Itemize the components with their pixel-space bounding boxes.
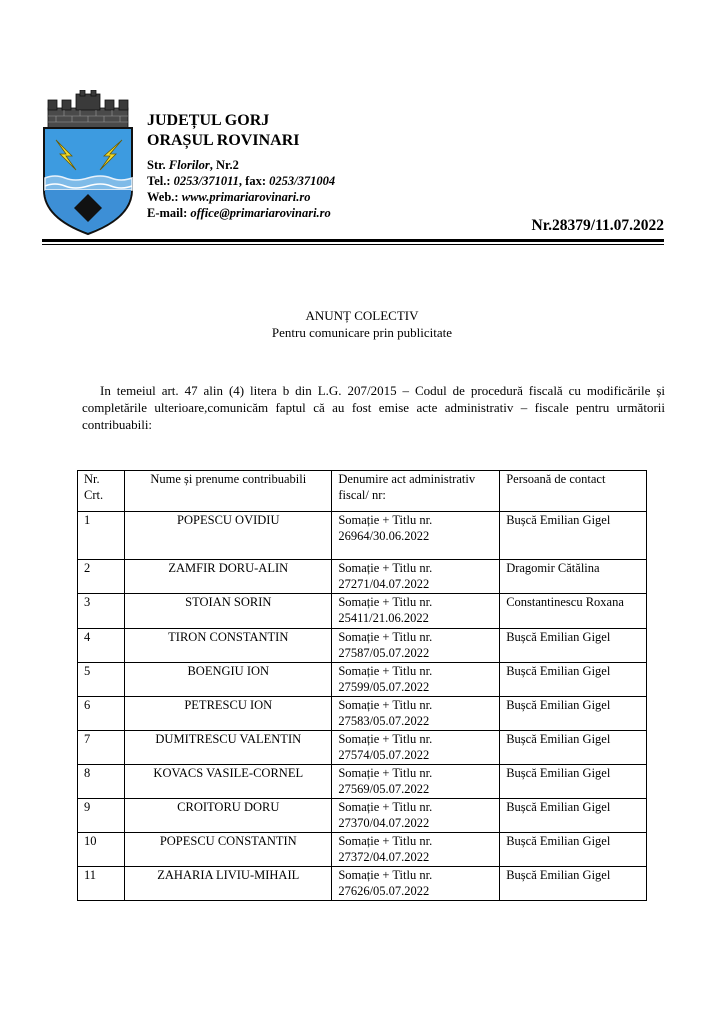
email-link[interactable]: office@primariarovinari.ro: [190, 206, 331, 220]
tel-label: Tel.:: [147, 174, 174, 188]
row-act: Somație + Titlu nr. 27574/05.07.2022: [332, 731, 500, 765]
body-paragraph-text: In temeiul art. 47 alin (4) litera b din L.G. 207/2015 – Codul de procedură fiscală cu modificările și completările ulterioare,comunicăm faptul că au fost emise acte administrativ – fiscale pentru următorii contribuabili:: [82, 383, 665, 432]
row-contact: Constantinescu Roxana: [500, 594, 647, 629]
row-nr: 8: [78, 765, 125, 799]
row-name: ZAHARIA LIVIU-MIHAIL: [125, 867, 332, 901]
header-act: Denumire act administrativ fiscal/ nr:: [332, 471, 500, 512]
row-act: Somație + Titlu nr. 27370/04.07.2022: [332, 799, 500, 833]
header-divider-thick: [42, 239, 664, 242]
row-nr: 3: [78, 594, 125, 629]
body-paragraph: [82, 382, 665, 433]
address-number: , Nr.2: [209, 158, 239, 172]
row-act: Somație + Titlu nr. 27599/05.07.2022: [332, 663, 500, 697]
row-contact: Bușcă Emilian Gigel: [500, 799, 647, 833]
row-nr: 7: [78, 731, 125, 765]
row-nr: 2: [78, 560, 125, 594]
row-nr: 5: [78, 663, 125, 697]
row-contact: Bușcă Emilian Gigel: [500, 629, 647, 663]
row-contact: Bușcă Emilian Gigel: [500, 512, 647, 560]
contributors-table: [77, 470, 647, 901]
address-line: [147, 157, 527, 173]
row-act: Somație + Titlu nr. 27372/04.07.2022: [332, 833, 500, 867]
address-street: Florilor: [168, 158, 210, 172]
table-row: [78, 560, 647, 594]
row-act: Somație + Titlu nr. 27271/04.07.2022: [332, 560, 500, 594]
row-contact: Bușcă Emilian Gigel: [500, 697, 647, 731]
row-name: ZAMFIR DORU-ALIN: [125, 560, 332, 594]
town-name: ORAȘUL ROVINARI: [147, 132, 300, 149]
header-divider-thin: [42, 244, 664, 245]
web-label: Web.:: [147, 190, 182, 204]
table-row: [78, 765, 647, 799]
phone-line: [147, 173, 527, 189]
address-label: Str.: [147, 158, 169, 172]
header-nr: Nr. Crt.: [78, 471, 125, 512]
row-name: CROITORU DORU: [125, 799, 332, 833]
row-nr: 9: [78, 799, 125, 833]
row-name: POPESCU OVIDIU: [125, 512, 332, 560]
row-name: TIRON CONSTANTIN: [125, 629, 332, 663]
table-body: [78, 512, 647, 901]
table-row: [78, 512, 647, 560]
header-contact: Persoană de contact: [500, 471, 647, 512]
row-contact: Bușcă Emilian Gigel: [500, 867, 647, 901]
row-name: STOIAN SORIN: [125, 594, 332, 629]
county-name: JUDEȚUL GORJ: [147, 112, 270, 129]
row-nr: 4: [78, 629, 125, 663]
row-nr: 11: [78, 867, 125, 901]
announcement-title: ANUNȚ COLECTIV: [305, 308, 419, 323]
row-contact: Bușcă Emilian Gigel: [500, 765, 647, 799]
row-name: BOENGIU ION: [125, 663, 332, 697]
table-row: [78, 629, 647, 663]
fax-label: , fax:: [238, 174, 270, 188]
row-act: Somație + Titlu nr. 25411/21.06.2022: [332, 594, 500, 629]
announcement-subtitle: Pentru comunicare prin publicitate: [271, 325, 453, 340]
row-nr: 10: [78, 833, 125, 867]
web-link[interactable]: www.primariarovinari.ro: [181, 190, 311, 204]
row-nr: 1: [78, 512, 125, 560]
row-act: Somație + Titlu nr. 26964/30.06.2022: [332, 512, 500, 560]
row-contact: Bușcă Emilian Gigel: [500, 833, 647, 867]
row-name: PETRESCU ION: [125, 697, 332, 731]
table-row: [78, 799, 647, 833]
web-line: [147, 189, 527, 205]
row-name: POPESCU CONSTANTIN: [125, 833, 332, 867]
email-label: E-mail:: [147, 206, 191, 220]
email-line: [147, 205, 527, 221]
row-contact: Bușcă Emilian Gigel: [500, 663, 647, 697]
row-name: KOVACS VASILE-CORNEL: [125, 765, 332, 799]
letterhead: [147, 111, 527, 221]
row-contact: Bușcă Emilian Gigel: [500, 731, 647, 765]
table-row: [78, 867, 647, 901]
fax-number: 0253/371004: [269, 174, 336, 188]
row-act: Somație + Titlu nr. 27569/05.07.2022: [332, 765, 500, 799]
table-row: [78, 594, 647, 629]
row-act: Somație + Titlu nr. 27583/05.07.2022: [332, 697, 500, 731]
table-row: [78, 833, 647, 867]
header-name: Nume și prenume contribuabili: [125, 471, 332, 512]
document-number: Nr.28379/11.07.2022: [531, 217, 664, 234]
announcement-heading: [0, 307, 724, 341]
row-name: DUMITRESCU VALENTIN: [125, 731, 332, 765]
table-row: [78, 697, 647, 731]
table-header-row: [78, 471, 647, 512]
table-row: [78, 731, 647, 765]
row-act: Somație + Titlu nr. 27626/05.07.2022: [332, 867, 500, 901]
coat-of-arms-icon: [40, 90, 136, 236]
row-contact: Dragomir Cătălina: [500, 560, 647, 594]
tower-crown: [48, 90, 128, 128]
table-row: [78, 663, 647, 697]
row-act: Somație + Titlu nr. 27587/05.07.2022: [332, 629, 500, 663]
tel-number: 0253/371011: [173, 174, 239, 188]
row-nr: 6: [78, 697, 125, 731]
